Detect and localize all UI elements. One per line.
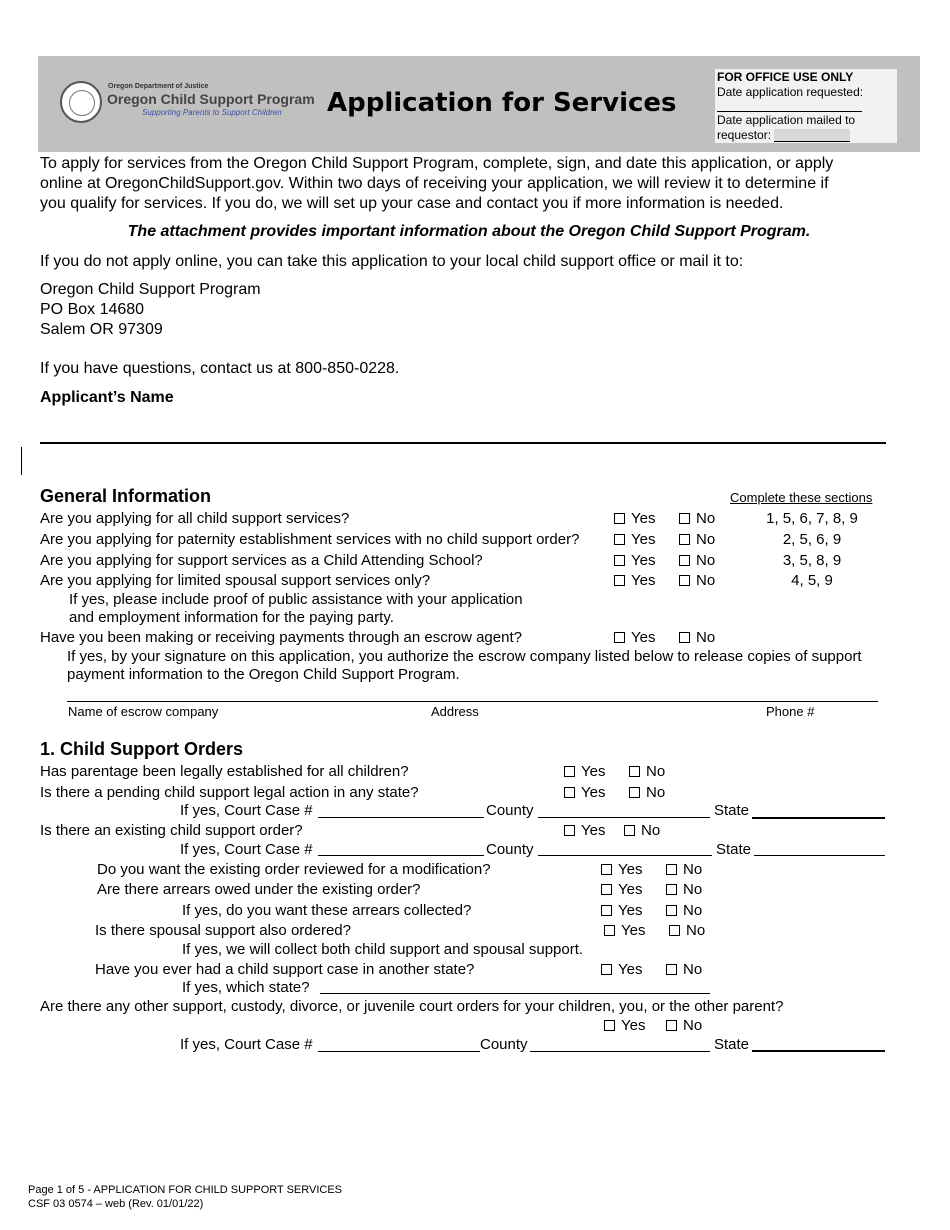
general-q3-sections: 3, 5, 8, 9: [782, 552, 842, 569]
office-use-box: [715, 69, 897, 143]
address-line-3: Salem OR 97309: [40, 321, 163, 338]
s1-q3-county-label: County: [486, 841, 534, 858]
intro-line-2: online at OregonChildSupport.gov. Within two days of receiving your application, we will review it to determine if: [40, 175, 829, 192]
checkbox-icon[interactable]: [629, 766, 640, 777]
s1-q2-court-case-field[interactable]: [318, 817, 484, 818]
escrow-phone-label: Phone #: [766, 704, 815, 719]
s1-q6-note: If yes, we will collect both child support and spousal support.: [182, 941, 584, 958]
general-q2-sections: 2, 5, 6, 9: [782, 531, 842, 548]
checkbox-icon[interactable]: [666, 964, 677, 975]
general-q4-note-1: If yes, please include proof of public assistance with your application: [69, 591, 523, 608]
s1-q8-court-case-label: If yes, Court Case #: [180, 1036, 313, 1053]
general-q4-sections: 4, 5, 9: [791, 572, 833, 589]
s1-q8-county-field[interactable]: [530, 1051, 710, 1052]
s1-q6-yes[interactable]: Yes: [604, 921, 645, 940]
footer-form-number: CSF 03 0574 – web (Rev. 01/01/22): [28, 1198, 204, 1210]
general-q2: Are you applying for paternity establishment services with no child support order?: [40, 531, 580, 548]
checkbox-icon[interactable]: [564, 825, 575, 836]
s1-q8-state-field[interactable]: [752, 1050, 885, 1052]
applicant-name-field[interactable]: [40, 442, 886, 444]
checkbox-icon[interactable]: [601, 905, 612, 916]
checkbox-icon[interactable]: [679, 575, 690, 586]
text-cursor: [21, 447, 22, 475]
checkbox-icon[interactable]: [564, 766, 575, 777]
s1-q2-county-field[interactable]: [538, 817, 710, 818]
checkbox-icon[interactable]: [666, 905, 677, 916]
s1-q7: Have you ever had a child support case in another state?: [95, 961, 475, 978]
s1-q8-court-case-field[interactable]: [318, 1051, 480, 1052]
checkbox-icon[interactable]: [679, 555, 690, 566]
logo-program-name: Oregon Child Support Program: [107, 91, 315, 107]
checkbox-icon[interactable]: [666, 864, 677, 875]
general-info-heading: General Information: [40, 486, 212, 506]
section1-heading: 1. Child Support Orders: [40, 739, 244, 759]
s1-q5a-yes[interactable]: Yes: [601, 901, 642, 920]
page-title: Application for Services: [327, 88, 677, 118]
s1-q7-no[interactable]: No: [666, 960, 702, 979]
address-line-2: PO Box 14680: [40, 301, 145, 318]
s1-q4-no[interactable]: No: [666, 860, 702, 879]
s1-q2-state-label: State: [714, 802, 750, 819]
s1-q5-yes[interactable]: Yes: [601, 880, 642, 899]
general-q5-yes[interactable]: Yes: [614, 628, 655, 647]
s1-q1-no[interactable]: No: [629, 762, 665, 781]
s1-q7-yes[interactable]: Yes: [601, 960, 642, 979]
general-q1-sections: 1, 5, 6, 7, 8, 9: [766, 510, 858, 527]
applicant-name-label: Applicant’s Name: [40, 389, 174, 406]
date-mailed-label: Date application mailed to: [717, 113, 856, 127]
s1-q7-state-field[interactable]: [320, 993, 710, 994]
checkbox-icon[interactable]: [669, 925, 680, 936]
general-q4: Are you applying for limited spousal support services only?: [40, 572, 431, 589]
escrow-address-label: Address: [431, 704, 479, 719]
s1-q2-yes[interactable]: Yes: [564, 783, 605, 802]
footer-page-info: Page 1 of 5 - APPLICATION FOR CHILD SUPPORT SERVICES: [28, 1184, 343, 1196]
s1-q2: Is there a pending child support legal action in any state?: [40, 784, 419, 801]
s1-q2-court-case-label: If yes, Court Case #: [180, 802, 313, 819]
date-requested-line[interactable]: [717, 111, 862, 112]
s1-q6-no[interactable]: No: [669, 921, 705, 940]
s1-q3-state-field[interactable]: [754, 855, 885, 856]
checkbox-icon[interactable]: [604, 925, 615, 936]
checkbox-icon[interactable]: [601, 884, 612, 895]
s1-q8-county-label: County: [480, 1036, 528, 1053]
s1-q8-no[interactable]: No: [666, 1016, 702, 1035]
logo-department: Oregon Department of Justice: [108, 83, 209, 90]
checkbox-icon[interactable]: [666, 1020, 677, 1031]
checkbox-icon[interactable]: [666, 884, 677, 895]
general-q5-note-1: If yes, by your signature on this application, you authorize the escrow company listed below to release copies of support: [67, 648, 862, 665]
s1-q1-yes[interactable]: Yes: [564, 762, 605, 781]
s1-q1: Has parentage been legally established for all children?: [40, 763, 409, 780]
date-mailed-label-2: requestor:: [717, 128, 772, 142]
general-q1-yes[interactable]: Yes: [614, 509, 655, 528]
logo-tagline: Supporting Parents to Support Children: [142, 108, 282, 117]
checkbox-icon[interactable]: [601, 864, 612, 875]
general-q1: Are you applying for all child support services?: [40, 510, 350, 527]
escrow-name-label: Name of escrow company: [68, 704, 219, 719]
s1-q3-state-label: State: [716, 841, 752, 858]
s1-q2-county-label: County: [486, 802, 534, 819]
s1-q3: Is there an existing child support order?: [40, 822, 303, 839]
checkbox-icon[interactable]: [629, 787, 640, 798]
checkbox-icon[interactable]: [614, 534, 625, 545]
general-q4-yes[interactable]: Yes: [614, 571, 655, 590]
general-q1-no[interactable]: No: [679, 509, 715, 528]
checkbox-icon[interactable]: [614, 513, 625, 524]
checkbox-icon[interactable]: [601, 964, 612, 975]
s1-q4-yes[interactable]: Yes: [601, 860, 642, 879]
attachment-note: The attachment provides important information about the Oregon Child Support Program.: [127, 223, 811, 240]
s1-q7-note: If yes, which state?: [182, 979, 310, 996]
checkbox-icon[interactable]: [679, 632, 690, 643]
s1-q3-no[interactable]: No: [624, 821, 660, 840]
checkbox-icon[interactable]: [624, 825, 635, 836]
date-requested-label: Date application requested:: [717, 85, 864, 99]
s1-q3-county-field[interactable]: [538, 855, 712, 856]
s1-q8: Are there any other support, custody, divorce, or juvenile court orders for your children, you, or the other parent?: [40, 998, 784, 1015]
general-q3: Are you applying for support services as a Child Attending School?: [40, 552, 483, 569]
s1-q3-yes[interactable]: Yes: [564, 821, 605, 840]
s1-q6: Is there spousal support also ordered?: [95, 922, 351, 939]
checkbox-icon[interactable]: [614, 632, 625, 643]
general-q2-no[interactable]: No: [679, 530, 715, 549]
checkbox-icon[interactable]: [679, 513, 690, 524]
mail-note: If you do not apply online, you can take this application to your local child support office or mail it to:: [40, 253, 744, 270]
oregon-seal-icon: [60, 81, 102, 123]
checkbox-icon[interactable]: [614, 555, 625, 566]
general-q4-no[interactable]: No: [679, 571, 715, 590]
general-q5: Have you been making or receiving payments through an escrow agent?: [40, 629, 522, 646]
s1-q4: Do you want the existing order reviewed for a modification?: [97, 861, 491, 878]
s1-q5: Are there arrears owed under the existing order?: [97, 881, 421, 898]
s1-q5-no[interactable]: No: [666, 880, 702, 899]
s1-q5a-no[interactable]: No: [666, 901, 702, 920]
checkbox-icon[interactable]: [679, 534, 690, 545]
s1-q2-no[interactable]: No: [629, 783, 665, 802]
date-mailed-field[interactable]: [774, 129, 850, 142]
s1-q3-court-case-label: If yes, Court Case #: [180, 841, 313, 858]
general-q5-note-2: payment information to the Oregon Child Support Program.: [67, 666, 460, 683]
escrow-field-line[interactable]: [67, 701, 878, 702]
checkbox-icon[interactable]: [604, 1020, 615, 1031]
address-line-1: Oregon Child Support Program: [40, 281, 261, 298]
s1-q8-yes[interactable]: Yes: [604, 1016, 645, 1035]
general-q3-no[interactable]: No: [679, 551, 715, 570]
s1-q3-court-case-field[interactable]: [318, 855, 484, 856]
general-q4-note-2: and employment information for the paying party.: [69, 609, 394, 626]
s1-q2-state-field[interactable]: [752, 817, 885, 819]
intro-line-1: To apply for services from the Oregon Child Support Program, complete, sign, and date this application, or apply: [40, 155, 834, 172]
intro-line-3: you qualify for services. If you do, we will set up your case and contact you if more information is needed.: [40, 195, 784, 212]
s1-q5a: If yes, do you want these arrears collected?: [182, 902, 472, 919]
checkbox-icon[interactable]: [614, 575, 625, 586]
office-use-heading: FOR OFFICE USE ONLY: [717, 70, 854, 84]
general-q5-no[interactable]: No: [679, 628, 715, 647]
questions-contact: If you have questions, contact us at 800-850-0228.: [40, 360, 400, 377]
checkbox-icon[interactable]: [564, 787, 575, 798]
general-q3-yes[interactable]: Yes: [614, 551, 655, 570]
general-q2-yes[interactable]: Yes: [614, 530, 655, 549]
s1-q8-state-label: State: [714, 1036, 750, 1053]
complete-sections-header: Complete these sections: [730, 490, 873, 505]
